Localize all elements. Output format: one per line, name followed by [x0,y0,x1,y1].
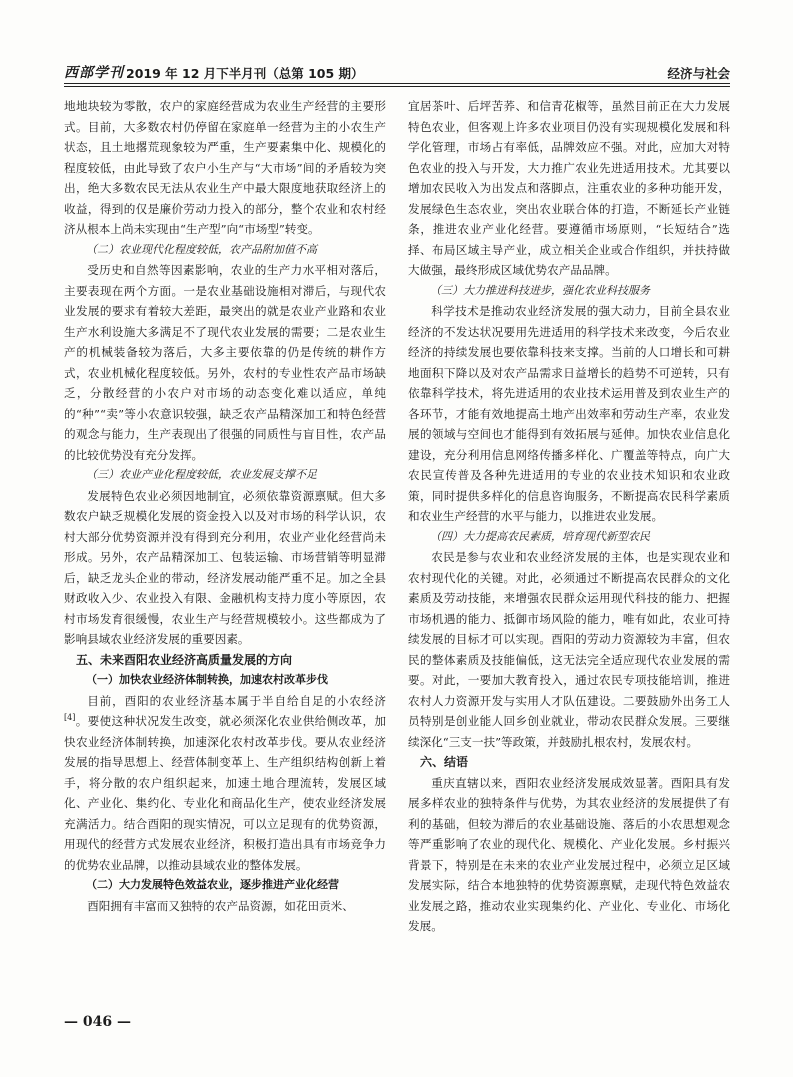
paragraph: 重庆直辖以来，酉阳农业经济发展成效显著。酉阳具有发展多样农业的独特条件与优势，为其农业经济的发展提供了有利的基础，但较为滞后的农业基础设施、落后的小农思想观念等严重影响了农业的现代化、规模化、产业化发展。乡村振兴背景下，特别是在未来的农业产业发展过程中，必须立足区域发展实际，结合本地独特的优势资源禀赋，走现代特色效益农业发展之路，推动农业实现集约化、产业化、专业化、市场化发展。 [408,775,730,933]
subheading: （三）农业产业化程度较低，农业发展支撑不足 [86,468,317,481]
header-rule-thin [64,86,730,87]
running-header [64,60,730,82]
page-number: — 046 — [64,1014,131,1030]
paragraph [64,691,386,876]
subheading: （四）大力提高农民素质，培育现代新型农民 [430,529,650,543]
header-rule [64,83,730,84]
paragraph: 地地块较为零散，农户的家庭经营成为农业生产经营的主要形式。目前，大多数农村仍停留在家庭单一经营为主的小农生产状态，且土地撂荒现象较为严重，生产要素集中化、规模化的程度较低，由此导致了农户小生产与“大市场”间的矛盾较为突出，绝大多数农民无法从农业生产中最大限度地获取经济上的收益，得到的仅是廉价劳动力投入的部分，整个农业和农村经济从根本上尚未实现由“生产型”向“市场型”转变。 [64,99,386,236]
section-heading: 五、未来酉阳农业经济高质量发展的方向 [76,652,293,667]
paragraph: 发展特色农业必须因地制宜，必须依靠资源禀赋。但大多数农户缺乏规模化发展的资金投入以及对市场的科学认识，农村大部分优势资源并没有得到充分利用，农业产业化经营尚未形成。另外，农产品精深加工、包装运输、市场营销等明显滞后，缺乏龙头企业的带动，经济发展动能严重不足。加之全县财政收入少、农业投入有限、金融机构支持力度小等原因，农村市场发育很缓慢，农业生产与经营规模较小。这些都成为了影响县域农业经济发展的重要因素。 [64,488,386,646]
subheading: （一）加快农业经济体制转换，加速农村改革步伐 [86,673,328,686]
section-heading: 六、结语 [420,755,469,769]
paragraph-text: 。要使这种状况发生改变，就必须深化农业供给侧改革，加快农业经济体制转换，加速深化农村改革步伐。要从农业经济发展的指导思想上、经营体制变革上、生产组织结构创新上着手，将分散的农户组织起来，加速土地合理流转，发展区域化、产业化、集约化、专业化和商品化生产，使农业经济发展充满活力。结合酉阳的现实情况，可以立足现有的优势资源，用现代的经营方式发展农业经济，积极打造出具有市场竞争力的优势农业品牌，以推动县域农业的整体发展。 [64,714,386,872]
citation-marker: [4] [64,713,76,723]
left-column [64,96,386,916]
paragraph: 受历史和自然等因素影响，农业的生产力水平相对落后，主要表现在两个方面。一是农业基础设施相对滞后，与现代农业发展的要求有着较大差距，最突出的就是农业产业路和农业生产水利设施大多满足不了现代农业发展的需要；二是农业生产的机械装备较为落后，大多主要依靠的仍是传统的耕作方式，农业机械化程度较低。另外，农村的专业性农产品市场缺乏，分散经营的小农户对市场的动态变化难以适应，单纯的“种”“卖”等小农意识较强，缺乏农产品精深加工和特色经营的观念与能力，生产表现出了很强的同质性与盲目性，农产品的比较优势没有充分发挥。 [64,263,386,462]
subheading: （二）农业现代化程度较低，农产品附加值不高 [86,242,317,256]
header-left [64,62,364,82]
section-title: 经济与社会 [667,66,730,81]
paragraph: 农民是参与农业和农业经济发展的主体，也是实现农业和农村现代化的关键。对此，必须通过不断提高农民群众的文化素质及劳动技能，来增强农民群众运用现代科技的能力、把握市场机遇的能力、抵御市场风险的能力，唯有如此，农业可持续发展的目标才可以实现。酉阳的劳动力资源较为丰富，但农民的整体素质及技能偏低，这无法完全适应现代农业发展的需要。对此，一要加大教育投入，通过农民专项技能培训，推进农村人力资源开发与实用人才队伍建设。二要鼓励外出务工人员特别是创业能人回乡创业就业，带动农民群众发展。三要继续深化“三支一扶”等政策，并鼓励扎根农村，发展农村。 [408,550,730,749]
paragraph-text: 目前，酉阳的农业经济基本属于半自给自足的小农经济 [87,693,386,708]
subheading: （三）大力推进科技进步，强化农业科技服务 [430,283,650,297]
journal-logo: 西部学刊 [64,65,124,81]
subheading: （二）大力发展特色效益农业，逐步推进产业化经营 [86,878,339,891]
right-column [408,96,730,937]
paragraph: 科学技术是推动农业经济发展的强大动力，目前全县农业经济的不发达状况要用先进适用的科学技术来改变，今后农业经济的持续发展也要依靠科技来支撑。当前的人口增长和可耕地面积下降以及对农产品需求日益增长的趋势不可逆转，只有依靠科学技术，将先进适用的农业技术运用普及到农业生产的各环节，才能有效地提高土地产出效率和劳动生产率，农业发展的领域与空间也才能得到有效拓展与延伸。加快农业信息化建设，充分利用信息网络传播多样化、广覆盖等特点，向广大农民宣传普及各种先进适用的专业的农业技术知识和农业政策，同时提供多样化的信息咨询服务，不断提高农民科学素质和农业生产经营的水平与能力，以推进农业发展。 [408,304,730,523]
issue-info: 2019 年 12 月下半月刊（总第 105 期） [126,66,364,81]
paragraph: 宜居茶叶、后坪苦荞、和信青花椒等，虽然目前正在大力发展特色农业，但客观上许多农业项目仍没有实现规模化发展和科学化管理，市场占有率低，品牌效应不强。对此，应加大对特色农业的投入与开发，大力推广农业先进适用技术。尤其要以增加农民收入为出发点和落脚点，注重农业的多种功能开发，发展绿色生态农业，突出农业联合体的打造，不断延长产业链条，推进农业产业化经营。要遵循市场原则，“长短结合”选择、布局区域主导产业，成立相关企业或合作组织，并扶持做大做强，最终形成区域优势农产品品牌。 [408,99,730,277]
paragraph: 酉阳拥有丰富而又独特的农产品资源，如花田贡米、 [87,898,354,913]
